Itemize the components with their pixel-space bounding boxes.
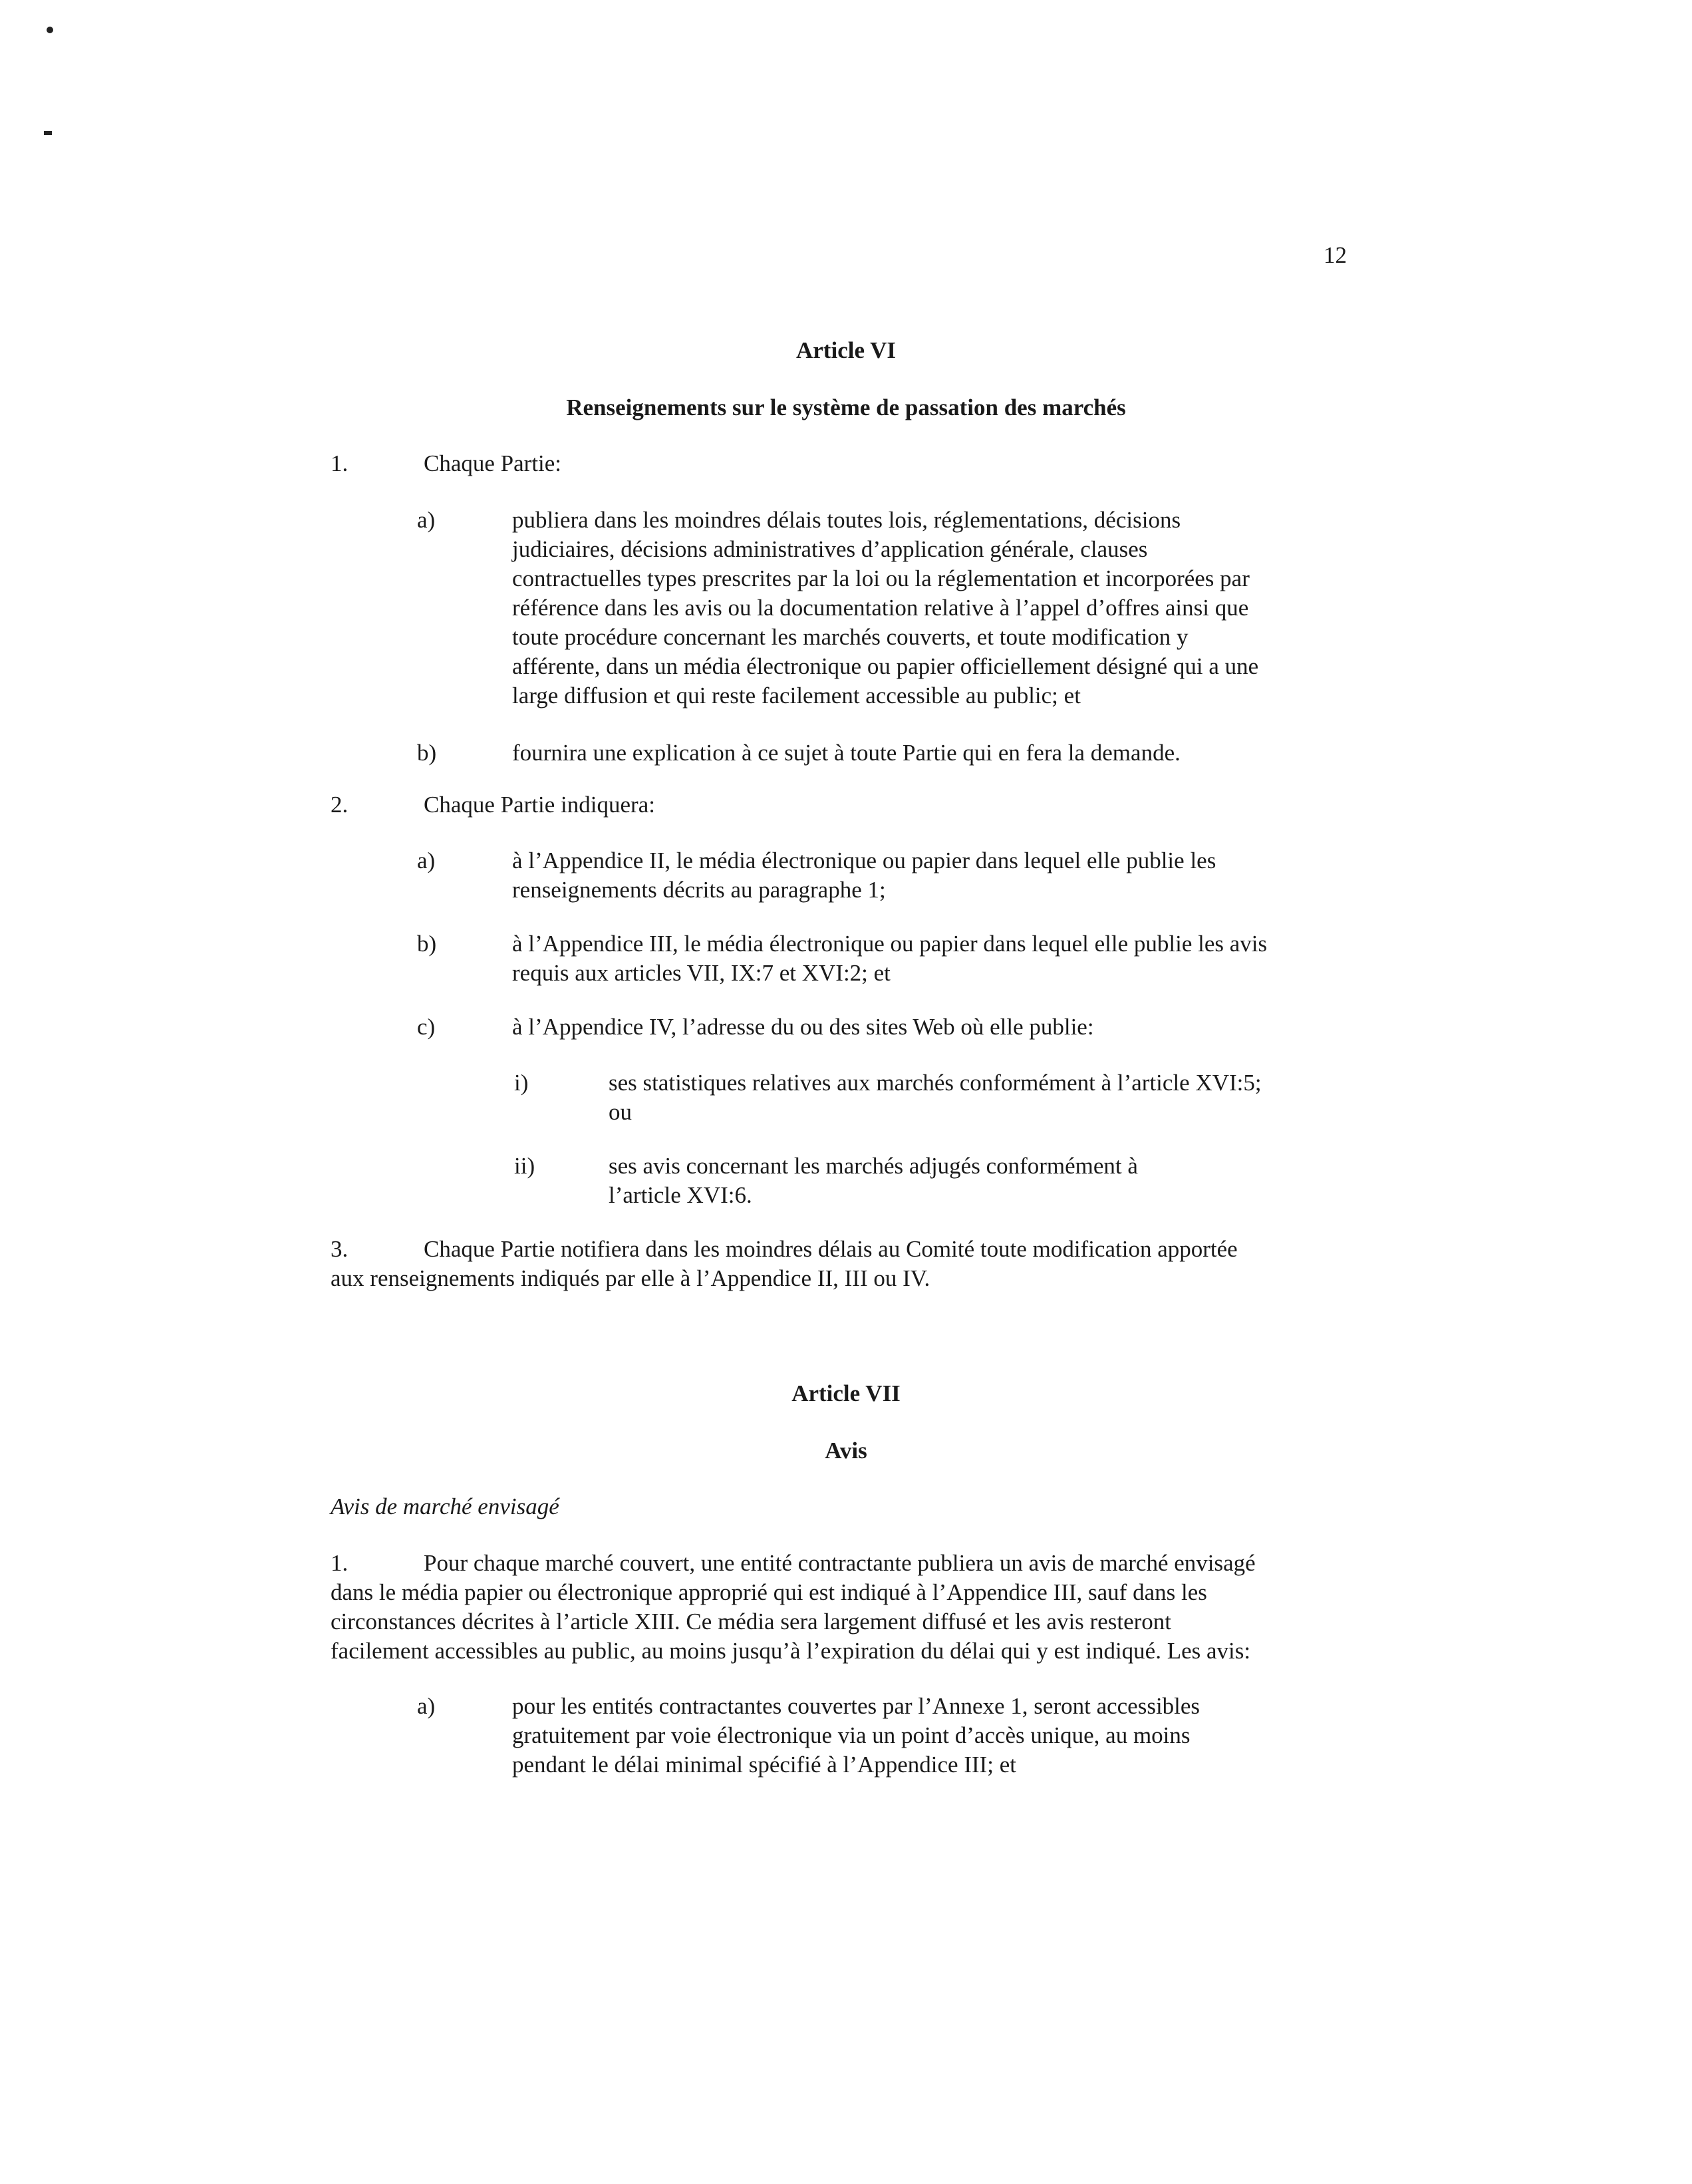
article-6-heading: Article VI <box>796 337 896 363</box>
text-line: facilement accessibles au public, au moins jusqu’à l’expiration du délai qui y est indiqué. Les avis: <box>331 1638 1251 1664</box>
item-label: c) <box>417 1014 436 1040</box>
text-line: requis aux articles VII, IX:7 et XVI:2; et <box>512 960 891 986</box>
scan-mark-dot <box>47 27 53 33</box>
item-label: a) <box>417 1693 436 1719</box>
text-line: publiera dans les moindres délais toutes lois, réglementations, décisions <box>512 507 1181 533</box>
subitem-label: i) <box>514 1070 529 1096</box>
scan-mark-dash <box>44 131 52 135</box>
item-text: à l’Appendice IV, l’adresse du ou des sites Web où elle publie: <box>512 1014 1094 1040</box>
item-text-block <box>512 929 1267 988</box>
item-label: b) <box>417 931 437 957</box>
text-line: ses avis concernant les marchés adjugés conformément à <box>609 1153 1138 1179</box>
item-label: a) <box>417 507 436 533</box>
article-6-subheading: Renseignements sur le système de passation des marchés <box>566 394 1126 420</box>
text-line: dans le média papier ou électronique approprié qui est indiqué à l’Appendice III, sauf dans les <box>331 1579 1207 1605</box>
item-label: a) <box>417 848 436 873</box>
text-line: toute procédure concernant les marchés couverts, et toute modification y <box>512 624 1189 650</box>
article-7-subheading: Avis <box>825 1438 867 1464</box>
para-text: Chaque Partie: <box>424 450 562 476</box>
item-text-block <box>512 846 1216 905</box>
para-text: Chaque Partie indiquera: <box>424 792 655 818</box>
text-line: ou <box>609 1099 632 1125</box>
item-text: fournira une explication à ce sujet à toute Partie qui en fera la demande. <box>512 740 1181 766</box>
para-number: 1. <box>331 450 349 476</box>
text-line: contractuelles types prescrites par la loi ou la réglementation et incorporées par <box>512 565 1250 591</box>
item-label: b) <box>417 740 437 766</box>
subitem-text-block <box>609 1068 1262 1127</box>
text-line: à l’Appendice III, le média électronique ou papier dans lequel elle publie les avis <box>512 931 1268 957</box>
item-text-block <box>512 506 1377 710</box>
para-number: 3. <box>331 1236 349 1262</box>
para-text-line: aux renseignements indiqués par elle à l’Appendice II, III ou IV. <box>331 1265 930 1291</box>
subitem-label: ii) <box>514 1153 535 1179</box>
para-number: 1. <box>331 1550 349 1576</box>
item-text-block <box>512 1692 1200 1780</box>
para-text-line: Pour chaque marché couvert, une entité contractante publiera un avis de marché envisagé <box>424 1550 1256 1576</box>
article-7-heading: Article VII <box>791 1380 901 1406</box>
text-line: à l’Appendice II, le média électronique ou papier dans lequel elle publie les <box>512 848 1216 873</box>
page-number: 12 <box>1324 242 1347 268</box>
text-line: gratuitement par voie électronique via un point d’accès unique, au moins <box>512 1722 1191 1748</box>
text-line: judiciaires, décisions administratives d’application générale, clauses <box>512 536 1148 562</box>
text-line: afférente, dans un média électronique ou papier officiellement désigné qui a une <box>512 653 1259 679</box>
para-text-block <box>331 1578 1250 1666</box>
section-title: Avis de marché envisagé <box>331 1493 559 1519</box>
text-line: circonstances décrites à l’article XIII. Ce média sera largement diffusé et les avis resteront <box>331 1609 1171 1635</box>
para-text-line: Chaque Partie notifiera dans les moindres délais au Comité toute modification apportée <box>424 1236 1238 1262</box>
text-line: pour les entités contractantes couvertes par l’Annexe 1, seront accessibles <box>512 1693 1200 1719</box>
text-line: ses statistiques relatives aux marchés conformément à l’article XVI:5; <box>609 1070 1262 1096</box>
text-line: référence dans les avis ou la documentation relative à l’appel d’offres ainsi que <box>512 595 1249 621</box>
subitem-text-block <box>609 1152 1138 1210</box>
para-number: 2. <box>331 792 349 818</box>
text-line: renseignements décrits au paragraphe 1; <box>512 877 886 903</box>
text-line: large diffusion et qui reste facilement accessible au public; et <box>512 683 1081 708</box>
text-line: pendant le délai minimal spécifié à l’Appendice III; et <box>512 1752 1017 1778</box>
text-line: l’article XVI:6. <box>609 1182 752 1208</box>
